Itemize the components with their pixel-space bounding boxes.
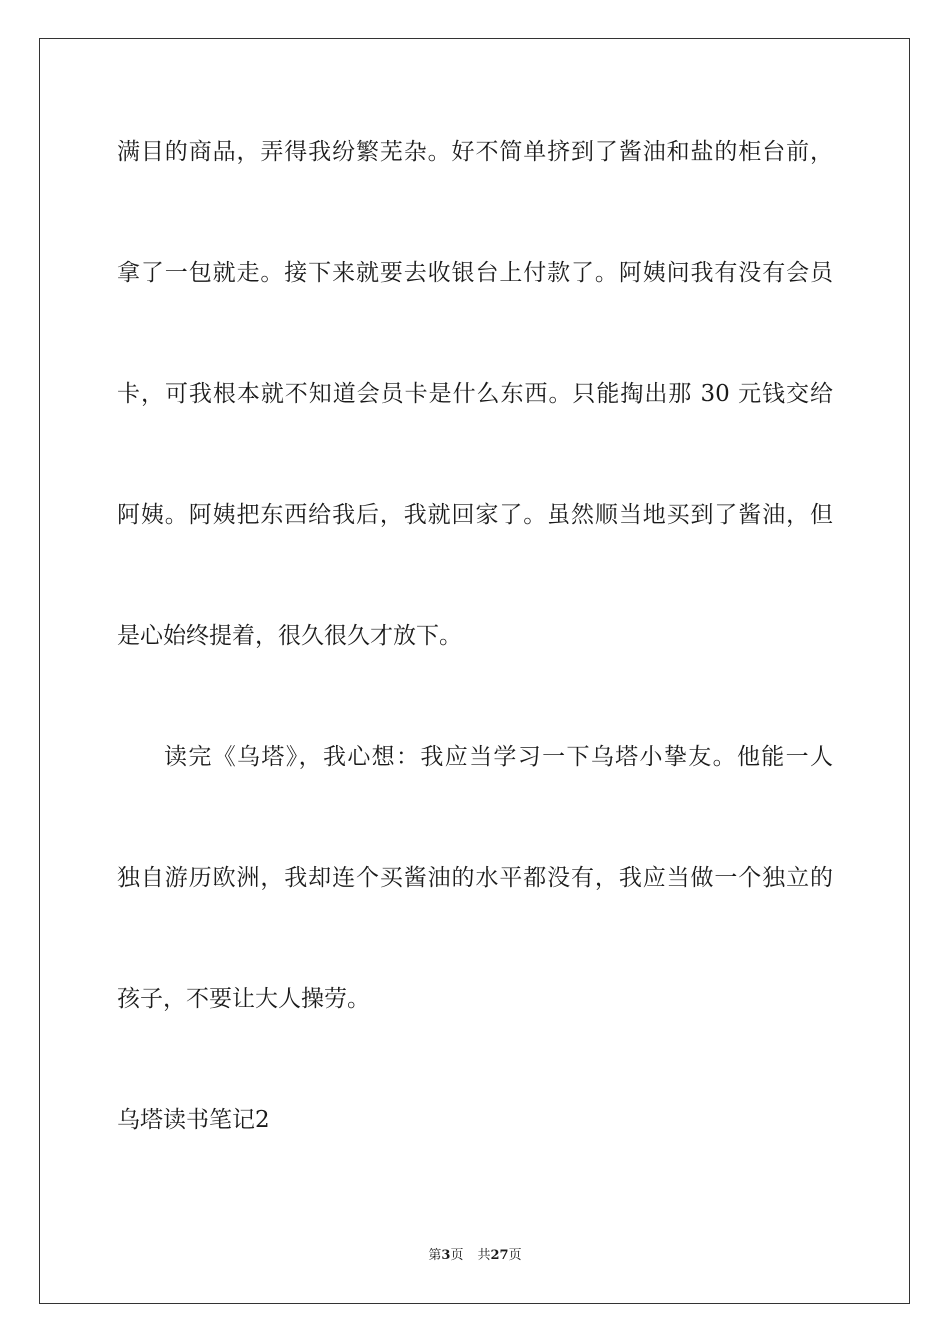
page-footer [0,1247,950,1265]
section-heading: 乌塔读书笔记2 [117,1107,270,1133]
body-line-2: 拿了一包就走。接下来就要去收银台上付款了。阿姨问我有没有会员 [117,260,833,286]
page-total: 27 [490,1248,509,1263]
page-prefix: 第 [428,1248,442,1263]
body-line-6: 读完《乌塔》，我心想：我应当学习一下乌塔小挚友。他能一人 [164,744,833,770]
page-suffix: 页 [450,1248,464,1263]
page-current: 3 [441,1248,451,1263]
body-line-5: 是心始终提着，很久很久才放下。 [117,623,462,649]
body-line-7: 独自游历欧洲，我却连个买酱油的水平都没有，我应当做一个独立的 [117,865,833,891]
body-line-3: 卡，可我根本就不知道会员卡是什么东西。只能掏出那 30 元钱交给 [117,381,833,407]
body-line-4: 阿姨。阿姨把东西给我后，我就回家了。虽然顺当地买到了酱油，但 [117,502,833,528]
total-prefix: 共 [477,1248,491,1263]
body-line-1: 满目的商品，弄得我纷繁芜杂。好不简单挤到了酱油和盐的柜台前， [117,139,833,165]
total-suffix: 页 [508,1248,522,1263]
body-line-8: 孩子，不要让大人操劳。 [117,986,370,1012]
